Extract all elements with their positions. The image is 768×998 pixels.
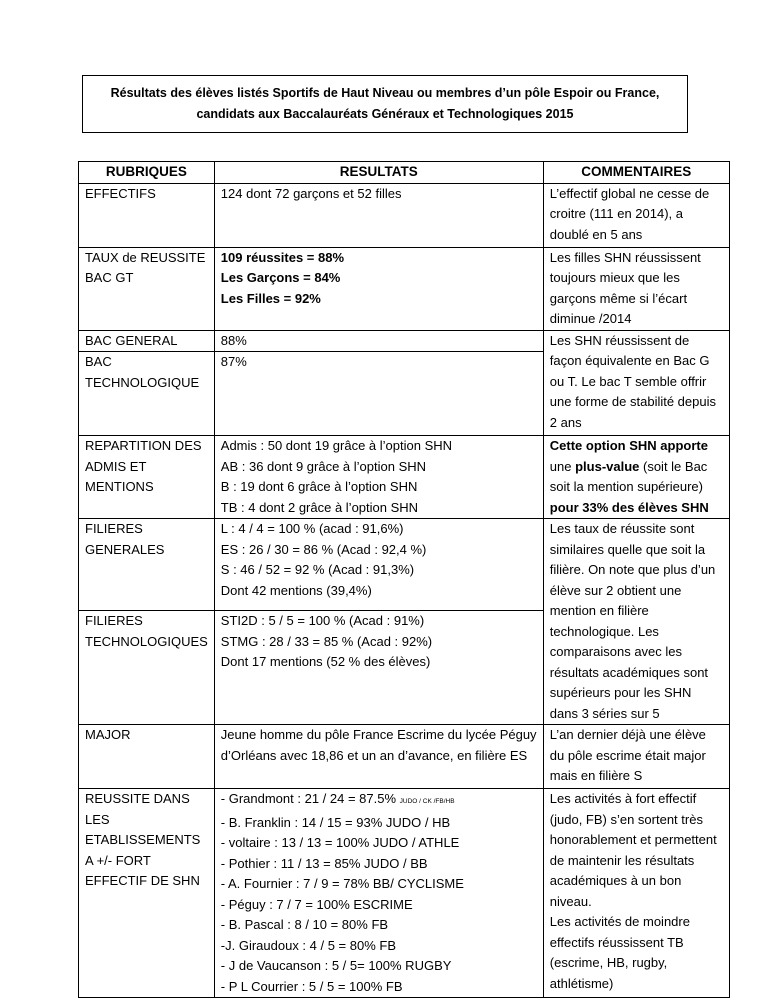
commentaire-major: L’an dernier déjà une élève du pôle escrime était major mais en filière S	[543, 725, 729, 789]
etab-pascal: - B. Pascal : 8 / 10 = 80% FB	[220, 917, 389, 932]
etab-vaucanson: - J de Vaucanson : 5 / 5= 100% RUGBY	[220, 958, 452, 973]
commentaire-bac: Les SHN réussissent de façon équivalente en Bac G ou T. Le bac T semble offrir une forme de stabilité depuis 2 ans	[543, 330, 729, 436]
repartition-comment-bold3: pour 33% des élèves SHN	[549, 499, 709, 515]
filiere-generale-mentions: Dont 42 mentions (39,4%)	[220, 582, 372, 598]
resultat-bac-general: 88%	[214, 330, 543, 352]
repartition-b: B : 19 dont 6 grâce à l’option SHN	[220, 479, 418, 494]
rubrique-taux-line1: TAUX de REUSSITE	[85, 249, 206, 265]
row-reussite	[79, 789, 730, 998]
resultat-repartition	[214, 436, 543, 519]
resultat-taux	[214, 247, 543, 330]
etab-courrier: - P L Courrier : 5 / 5 = 100% FB	[220, 978, 403, 994]
repartition-comment-post: (soit le Bac soit la mention supérieure)	[549, 458, 708, 494]
results-table	[78, 161, 730, 998]
commentaire-filieres: Les taux de réussite sont similaires quelle que soit la filière. On note que plus d’un élève sur 2 obtient une mention en filière technologique. Les comparaisons avec les résultats académiques sont supérieurs pour les SHN dans 3 séries sur 5	[543, 519, 729, 725]
header-commentaires: COMMENTAIRES	[543, 162, 729, 184]
filiere-l: L : 4 / 4 = 100 % (acad : 91,6%)	[220, 521, 404, 536]
reussite-comment-2: Les activités de moindre effectifs réussissent TB (escrime, HB, rugby, athlétisme)	[549, 914, 690, 991]
filiere-techno-mentions: Dont 17 mentions (52 % des élèves)	[220, 654, 431, 670]
filiere-s: S : 46 / 52 = 92 % (Acad : 91,3%)	[220, 562, 415, 577]
etab-pothier: - Pothier : 11 / 13 = 85% JUDO / BB	[220, 855, 428, 871]
title-line-1: Résultats des élèves listés Sportifs de Haut Niveau ou membres d’un pôle Espoir ou France,	[110, 86, 660, 100]
filiere-sti2d: STI2D : 5 / 5 = 100 % (Acad : 91%)	[220, 613, 425, 629]
repartition-ab: AB : 36 dont 9 grâce à l’option SHN	[220, 458, 427, 474]
resultat-filieres-generales	[214, 519, 543, 611]
document-title-box	[82, 75, 688, 133]
taux-filles: Les Filles = 92%	[220, 290, 321, 306]
resultat-reussite	[214, 789, 543, 998]
row-major	[79, 725, 730, 789]
rubrique-repartition: REPARTITION DES ADMIS ET MENTIONS	[79, 436, 215, 519]
commentaire-effectifs: L’effectif global ne cesse de croitre (111 en 2014), a doublé en 5 ans	[543, 183, 729, 247]
row-repartition	[79, 436, 730, 519]
commentaire-repartition	[543, 436, 729, 519]
taux-reussites: 109 réussites = 88%	[220, 249, 345, 265]
etab-voltaire: - voltaire : 13 / 13 = 100% JUDO / ATHLE	[220, 835, 460, 850]
reussite-comment-1: Les activités à fort effectif (judo, FB) s’en sortent très honorablement et permettent de maintenir les résultats académiques à un bon niveau.	[549, 791, 717, 909]
etab-peguy: - Péguy : 7 / 7 = 100% ESCRIME	[220, 896, 413, 912]
rubrique-reussite: REUSSITE DANS LES ETABLISSEMENTS A +/- FORT EFFECTIF DE SHN	[79, 789, 215, 998]
repartition-comment-bold1: Cette option SHN apporte	[549, 438, 708, 453]
rubrique-taux-line2: BAC GT	[85, 270, 134, 285]
etab-giraudoux: -J. Giraudoux : 4 / 5 = 80% FB	[220, 937, 397, 953]
resultat-filieres-techno	[214, 611, 543, 725]
repartition-comment-pre: une	[549, 458, 576, 474]
taux-garcons: Les Garçons = 84%	[220, 270, 341, 285]
header-resultats: RESULTATS	[214, 162, 543, 184]
filiere-es: ES : 26 / 30 = 86 % (Acad : 92,4 %)	[220, 541, 427, 557]
repartition-admis: Admis : 50 dont 19 grâce à l’option SHN	[220, 438, 453, 453]
row-effectifs	[79, 183, 730, 247]
filiere-stmg: STMG : 28 / 33 = 85 % (Acad : 92%)	[220, 633, 433, 649]
etab-fournier: - A. Fournier : 7 / 9 = 78% BB/ CYCLISME	[220, 876, 464, 891]
etab-grandmont-main: - Grandmont : 21 / 24 = 87.5%	[220, 791, 400, 806]
row-taux	[79, 247, 730, 330]
repartition-comment-bold2: plus-value	[575, 458, 640, 474]
header-row	[79, 162, 730, 184]
rubrique-filieres-techno: FILIERES TECHNOLOGIQUES	[79, 611, 215, 725]
resultat-effectifs: 124 dont 72 garçons et 52 filles	[214, 183, 543, 247]
row-bac-general	[79, 330, 730, 352]
title-line-2: candidats aux Baccalauréats Généraux et Technologiques 2015	[196, 107, 574, 121]
commentaire-reussite	[543, 789, 729, 998]
repartition-tb: TB : 4 dont 2 grâce à l’option SHN	[220, 499, 419, 515]
rubrique-major: MAJOR	[79, 725, 215, 789]
rubrique-filieres-generales: FILIERES GENERALES	[79, 519, 215, 611]
rubrique-bac-techno: BAC TECHNOLOGIQUE	[79, 352, 215, 436]
rubrique-effectifs: EFFECTIFS	[79, 183, 215, 247]
resultat-bac-techno: 87%	[214, 352, 543, 436]
row-filieres-generales	[79, 519, 730, 611]
rubrique-taux	[79, 247, 215, 330]
etab-grandmont	[221, 789, 537, 813]
commentaire-taux: Les filles SHN réussissent toujours mieux que les garçons même si l’écart diminue /2014	[543, 247, 729, 330]
resultat-major: Jeune homme du pôle France Escrime du lycée Péguy d’Orléans avec 18,86 et un an d’avance, en filière ES	[214, 725, 543, 789]
rubrique-bac-general: BAC GENERAL	[79, 330, 215, 352]
etab-franklin: - B. Franklin : 14 / 15 = 93% JUDO / HB	[220, 814, 451, 830]
etab-grandmont-sports: JUDO / CK /FB/HB	[399, 798, 455, 805]
header-rubriques: RUBRIQUES	[79, 162, 215, 184]
